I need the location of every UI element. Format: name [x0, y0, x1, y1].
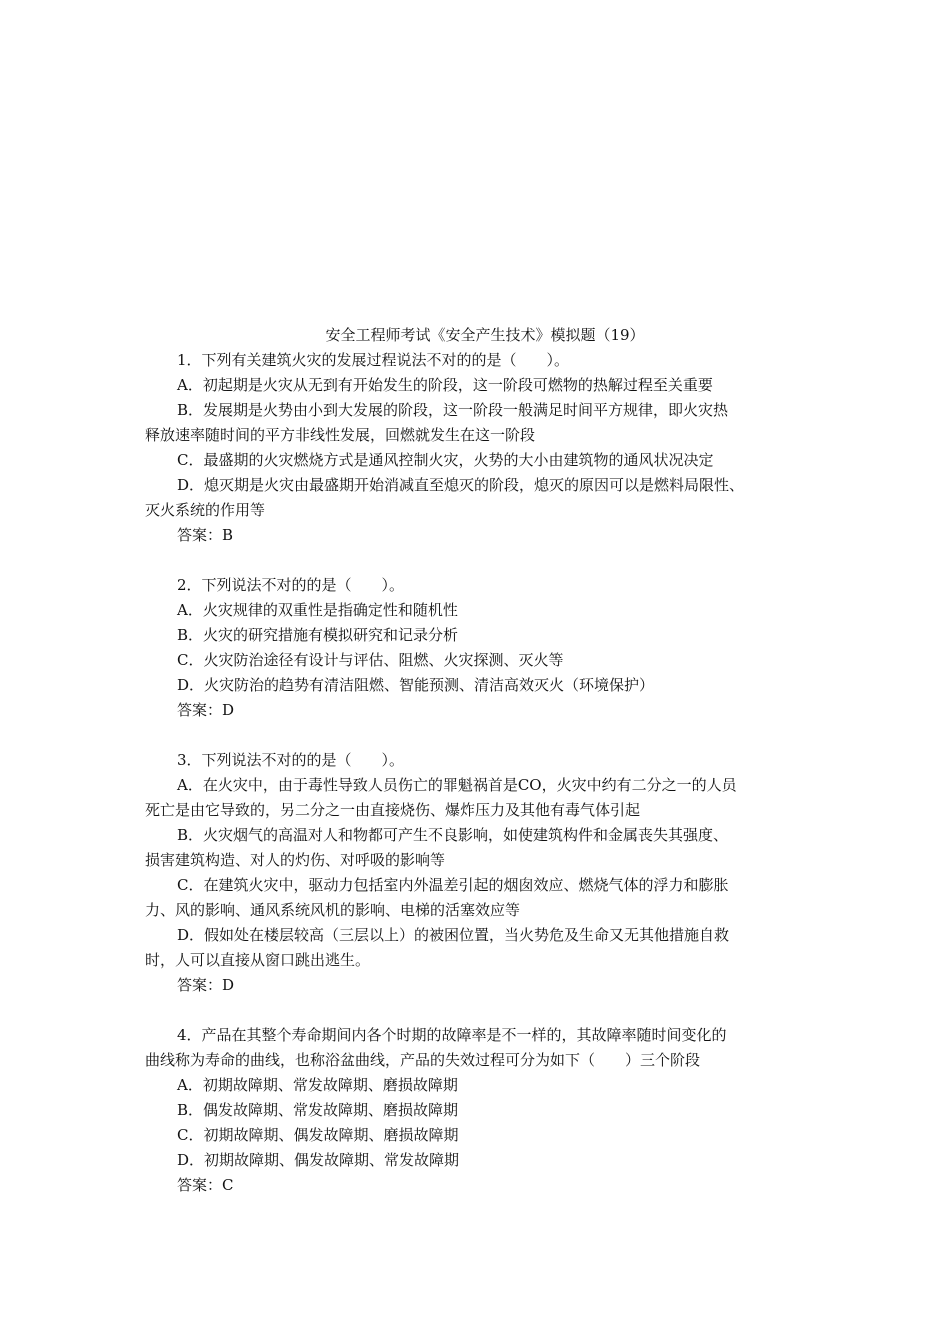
option-a: A．初期故障期、常发故障期、磨损故障期	[177, 1076, 458, 1094]
option-b: B．火灾的研究措施有模拟研究和记录分析	[177, 626, 459, 644]
option-b: B．火灾烟气的高温对人和物都可产生不良影响，如使建筑构件和金属丧失其强度、	[177, 826, 729, 844]
question-stem-continued: 曲线称为寿命的曲线，也称浴盆曲线，产品的失效过程可分为如下（ ）三个阶段	[145, 1051, 701, 1069]
option-c: C．最盛期的火灾燃烧方式是通风控制火灾，火势的大小由建筑物的通风状况决定	[177, 451, 714, 469]
option-d: D．假如处在楼层较高（三层以上）的被困位置，当火势危及生命又无其他措施自救	[177, 926, 730, 944]
question-stem: 3．下列说法不对的的是（ ）。	[177, 751, 405, 769]
spacer	[145, 998, 815, 1023]
option-a: A．在火灾中，由于毒性导致人员伤亡的罪魁祸首是CO，火灾中约有二分之一的人员	[177, 776, 737, 794]
option-d: D．熄灭期是火灾由最盛期开始消减直至熄灭的阶段，熄灭的原因可以是燃料局限性、	[177, 476, 745, 494]
option-b-continued: 损害建筑构造、对人的灼伤、对呼吸的影响等	[145, 851, 446, 869]
question-2	[145, 573, 815, 723]
spacer	[145, 723, 815, 748]
spacer	[145, 548, 815, 573]
option-a: A．初起期是火灾从无到有开始发生的阶段，这一阶段可燃物的热解过程至关重要	[177, 376, 713, 394]
answer: 答案：B	[177, 526, 234, 544]
option-a-continued: 死亡是由它导致的，另二分之一由直接烧伤、爆炸压力及其他有毒气体引起	[145, 801, 641, 819]
document-title: 安全工程师考试《安全产生技术》模拟题（19）	[325, 326, 645, 344]
document-page	[145, 322, 815, 1198]
option-d: D．初期故障期、偶发故障期、常发故障期	[177, 1151, 460, 1169]
option-d: D．火灾防治的趋势有清洁阻燃、智能预测、清洁高效灭火（环境保护）	[177, 676, 655, 694]
answer: 答案：D	[177, 701, 235, 719]
option-c: C．在建筑火灾中，驱动力包括室内外温差引起的烟囱效应、燃烧气体的浮力和膨胀	[177, 876, 729, 894]
option-a: A．火灾规律的双重性是指确定性和随机性	[177, 601, 458, 619]
option-b: B．偶发故障期、常发故障期、磨损故障期	[177, 1101, 459, 1119]
option-d-continued: 灭火系统的作用等	[145, 501, 266, 519]
option-b: B．发展期是火势由小到大发展的阶段，这一阶段一般满足时间平方规律，即火灾热	[177, 401, 729, 419]
answer: 答案：D	[177, 976, 235, 994]
option-b-continued: 释放速率随时间的平方非线性发展，回燃就发生在这一阶段	[145, 426, 536, 444]
question-1	[145, 348, 815, 548]
question-stem: 4．产品在其整个寿命期间内各个时期的故障率是不一样的，其故障率随时间变化的	[177, 1026, 727, 1044]
option-d-continued: 时，人可以直接从窗口跳出逃生。	[145, 951, 371, 969]
answer: 答案：C	[177, 1176, 234, 1194]
question-stem: 2．下列说法不对的的是（ ）。	[177, 576, 405, 594]
question-3	[145, 748, 815, 998]
question-4	[145, 1023, 815, 1198]
question-stem: 1．下列有关建筑火灾的发展过程说法不对的的是（ ）。	[177, 351, 570, 369]
option-c: C．初期故障期、偶发故障期、磨损故障期	[177, 1126, 459, 1144]
option-c-continued: 力、风的影响、通风系统风机的影响、电梯的活塞效应等	[145, 901, 521, 919]
option-c: C．火灾防治途径有设计与评估、阻燃、火灾探测、灭火等	[177, 651, 564, 669]
